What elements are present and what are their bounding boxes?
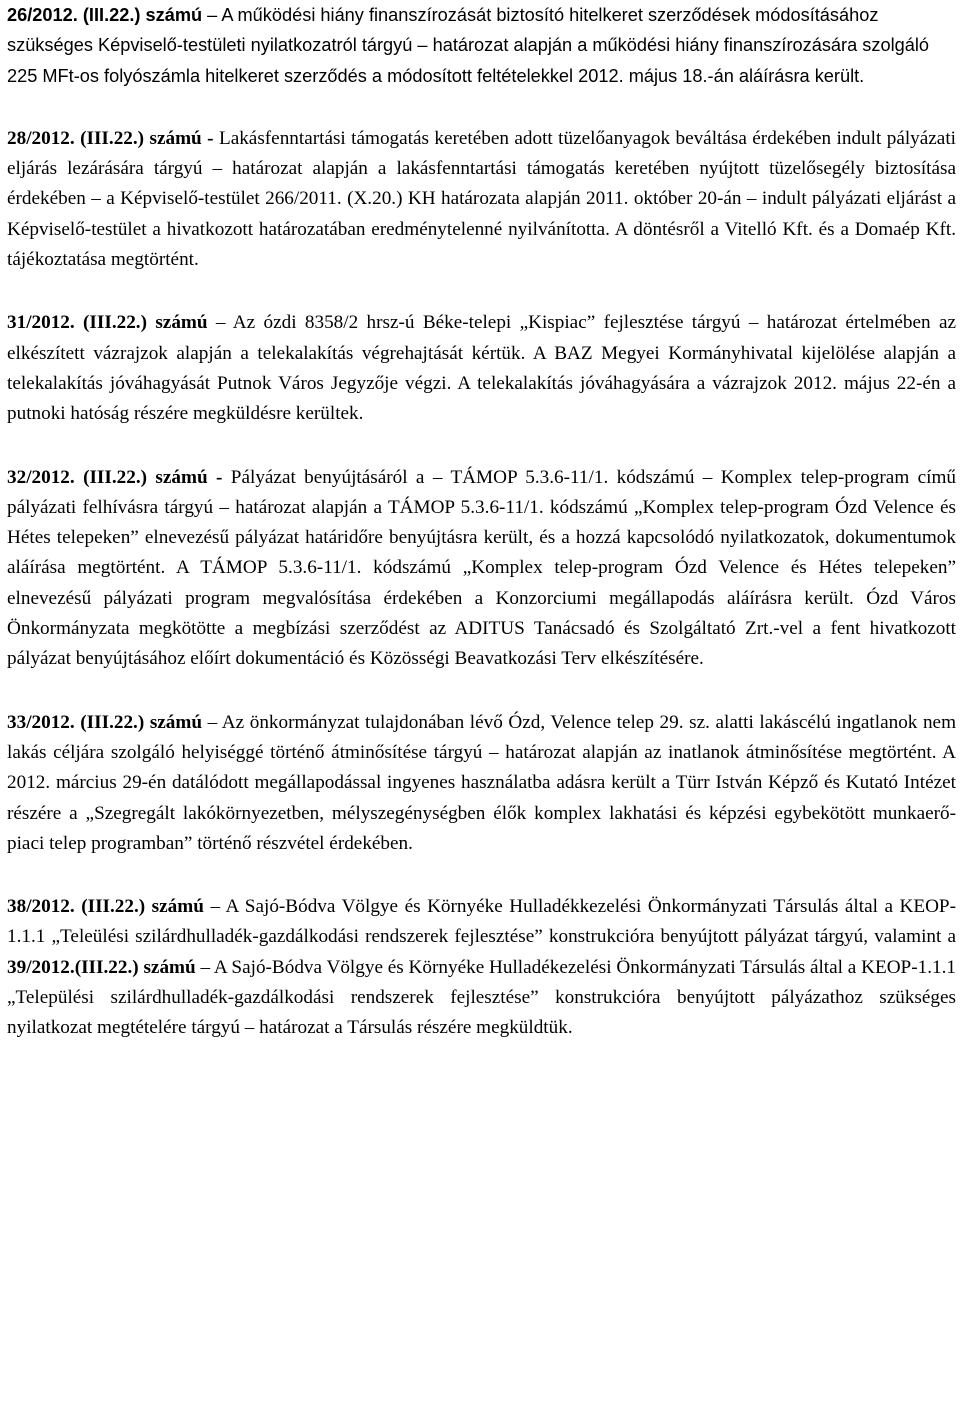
resolution-text-secondary: – A Sajó-Bódva Völgye és Környéke Hulladékezelési Önkormányzati Társulás által a KEOP-1.1.1 „Települési szilárdhulladék-gazdálkodási rendszerek fejlesztése” konstrukcióra benyújtott pályázathoz szükséges nyilatkozat megtételére tárgyú – határozat a Társulás részére megküldtük. [7,956,956,1039]
paragraph-gap [7,275,956,308]
resolution-number: 28/2012. (III.22.) számú - [7,127,214,149]
paragraph-gap [7,859,956,892]
resolution-entry-26 [7,0,956,91]
paragraph-gap [7,675,956,708]
resolution-number: 26/2012. (III.22.) számú [7,5,203,25]
resolution-entry-31 [7,308,956,429]
resolution-entry-38-39 [7,892,956,1043]
resolution-number: 38/2012. (III.22.) számú [7,896,204,918]
resolution-text: – Az ózdi 8358/2 hrsz-ú Béke-telepi „Kispiac” fejlesztése tárgyú – határozat értelmében az elkészített vázrajzok alapján a telekalakítás végrehajtását kértük. A BAZ Megyei Kormányhivatal kijelölése alapján a telekalakítás jóváhagyását Putnok Város Jegyzője végzi. A telekalakítás jóváhagyására a vázrajzok 2012. május 22-én a putnoki hatóság részére megküldésre kerültek. [7,312,957,425]
resolution-text: – A működési hiány finanszírozását biztosító hitelkeret szerződések módosításához szükséges Képviselő-testületi nyilatkozatról tárgyú – határozat alapján a működési hiány finanszírozására szolgáló 225 MFt-os folyószámla hitelkeret szerződés a módosított feltételekkel 2012. május 18.-án aláírásra került. [7,5,930,86]
resolution-entry-32 [7,463,956,675]
resolution-number-secondary: 39/2012.(III.22.) számú [7,956,196,978]
resolution-number: 33/2012. (III.22.) számú [7,711,203,733]
resolution-text: Pályázat benyújtásáról a – TÁMOP 5.3.6-11/1. kódszámú – Komplex telep-program című pályázati felhívásra tárgyú – határozat alapján a TÁMOP 5.3.6-11/1. kódszámú „Komplex telep-program Ózd Velence és Hétes telepeken” elnevezésű pályázat határidőre benyújtásra került, és a hozzá kapcsolódó nyilatkozatok, dokumentumok aláírása megtörtént. A TÁMOP 5.3.6-11/1. kódszámú „Komplex telep-program Ózd Velence és Hétes telepeken” elnevezésű pályázati program megvalósítása érdekében a Konzorciumi megállapodás aláírásra került. Ózd Város Önkormányzata megkötötte a megbízási szerződést az ADITUS Tanácsadó és Szolgáltató Zrt.-vel a fent hivatkozott pályázat benyújtásához előírt dokumentáció és Közösségi Beavatkozási Terv elkészítésére. [7,466,956,670]
resolution-entry-28 [7,124,956,275]
resolution-number: 32/2012. (III.22.) számú - [7,466,223,488]
paragraph-gap [7,91,956,124]
resolution-text: – A Sajó-Bódva Völgye és Környéke Hulladékkezelési Önkormányzati Társulás által a KEOP-1.1.1 „Teleülési szilárdhulladék-gazdálkodási rendszerek fejlesztése” konstrukcióra benyújtott pályázat tárgyú, valamint a [7,896,956,948]
paragraph-gap [7,430,956,463]
resolution-text: – Az önkormányzat tulajdonában lévő Ózd, Velence telep 29. sz. alatti lakáscélú ingatlanok nem lakás céljára szolgáló helyiséggé történő átminősítése tárgyú – határozat alapján az inatlanok átminősítése megtörtént. A 2012. március 29-én datálódott megállapodással ingyenes használatba adásra került a Türr István Képző és Kutató Intézet részére a „Szegregált lakókörnyezetben, mélyszegénységben élők komplex lakhatási és képzési egybekötött munkaerő-piaci telep programban” történő részvétel érdekében. [7,711,956,854]
resolution-entry-33 [7,708,956,859]
resolution-number: 31/2012. (III.22.) számú [7,312,208,334]
resolution-text: Lakásfenntartási támogatás keretében adott tüzelőanyagok beváltása érdekében indult pályázati eljárás lezárására tárgyú – határozat alapján a lakásfenntartási támogatás keretében nyújtott tüzelősegély biztosítása érdekében – a Képviselő-testület 266/2011. (X.20.) KH határozata alapján 2011. október 20-án – indult pályázati eljárást a Képviselő-testület a hivatkozott határozatában eredménytelenné nyilvánította. A döntésről a Vitelló Kft. és a Domaép Kft. tájékoztatása megtörtént. [7,127,956,271]
